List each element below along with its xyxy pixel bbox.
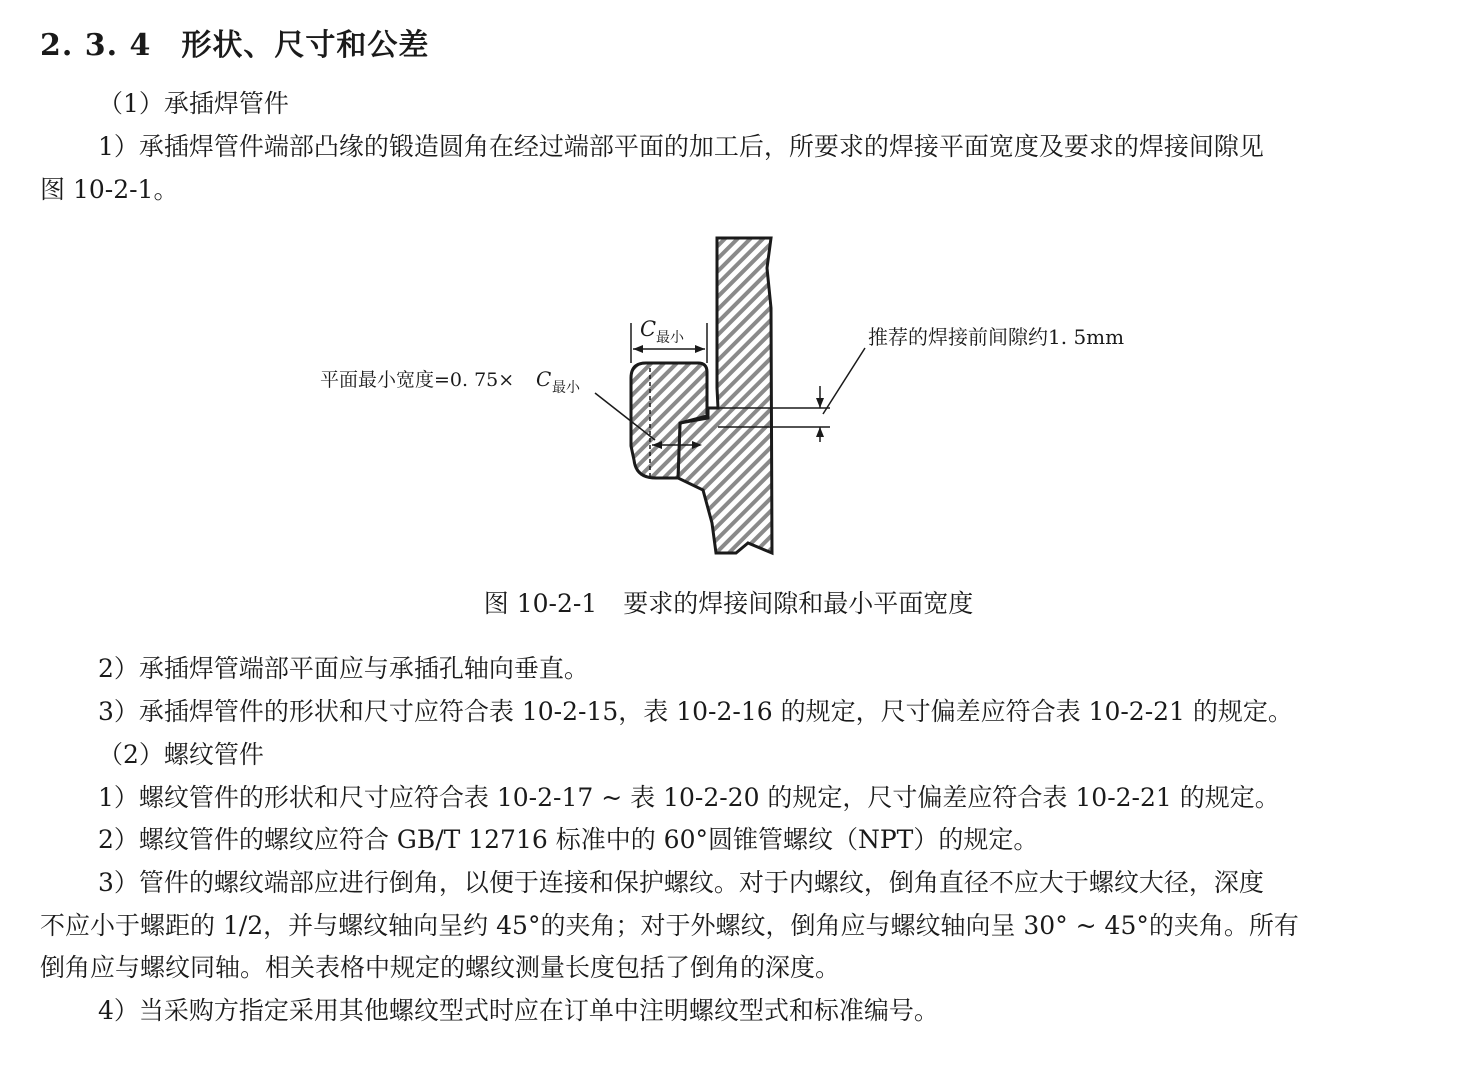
weld-gap-diagram — [300, 228, 1180, 568]
paragraph-threaded-3-line2: 不应小于螺距的 1/2，并与螺纹轴向呈约 45°的夹角；对于外螺纹，倒角应与螺纹轴向呈 30° ~ 45°的夹角。所有 — [40, 911, 1299, 940]
section-title: 形状、尺寸和公差 — [181, 28, 430, 63]
figure-caption-text: 要求的焊接间隙和最小平面宽度 — [623, 589, 974, 618]
paragraph-threaded-3-line1: 3）管件的螺纹端部应进行倒角，以便于连接和保护螺纹。对于内螺纹，倒角直径不应大于螺纹大径，深度 — [98, 868, 1264, 897]
figure-caption — [0, 584, 1457, 624]
label-gap: 推荐的焊接前间隙约1. 5mm — [868, 325, 1125, 349]
paragraph-threaded-1: 1）螺纹管件的形状和尺寸应符合表 10-2-17 ~ 表 10-2-20 的规定，尺寸偏差应符合表 10-2-21 的规定。 — [98, 783, 1280, 812]
paragraph-item1-line2: 图 10-2-1。 — [40, 175, 179, 204]
gap-leader — [823, 348, 865, 414]
paragraph-threaded-2: 2）螺纹管件的螺纹应符合 GB/T 12716 标准中的 60°圆锥管螺纹（NPT）的规定。 — [98, 825, 1039, 854]
paragraph-threaded-3-line3: 倒角应与螺纹同轴。相关表格中规定的螺纹测量长度包括了倒角的深度。 — [40, 953, 841, 982]
figure-caption-number: 图 10-2-1 — [483, 589, 598, 618]
subsection-socket-weld: （1）承插焊管件 — [98, 89, 289, 118]
label-min-width-sub: 最小 — [552, 380, 580, 396]
subsection-threaded: （2）螺纹管件 — [98, 740, 264, 769]
c-dim-arrow-right — [695, 345, 705, 353]
label-c-min: C — [640, 317, 657, 341]
label-c-min-sub: 最小 — [656, 330, 684, 346]
gap-arrow-bottom — [816, 427, 824, 437]
paragraph-threaded-4: 4）当采购方指定采用其他螺纹型式时应在订单中注明螺纹型式和标准编号。 — [98, 996, 939, 1025]
paragraph-item3: 3）承插焊管件的形状和尺寸应符合表 10-2-15，表 10-2-16 的规定，尺寸偏差应符合表 10-2-21 的规定。 — [98, 697, 1293, 726]
section-heading — [40, 20, 429, 64]
label-min-width: 平面最小宽度=0. 75× — [320, 369, 515, 391]
label-min-width-c: C — [536, 367, 552, 391]
c-dim-arrow-left — [633, 345, 643, 353]
section-number: 2. 3. 4 — [40, 28, 152, 63]
gap-arrow-top — [816, 398, 824, 408]
figure-weld-gap — [300, 228, 1180, 568]
paragraph-item1-line1: 1）承插焊管件端部凸缘的锻造圆角在经过端部平面的加工后，所要求的焊接平面宽度及要求的焊接间隙见 — [98, 132, 1264, 161]
paragraph-item2: 2）承插焊管端部平面应与承插孔轴向垂直。 — [98, 654, 589, 683]
